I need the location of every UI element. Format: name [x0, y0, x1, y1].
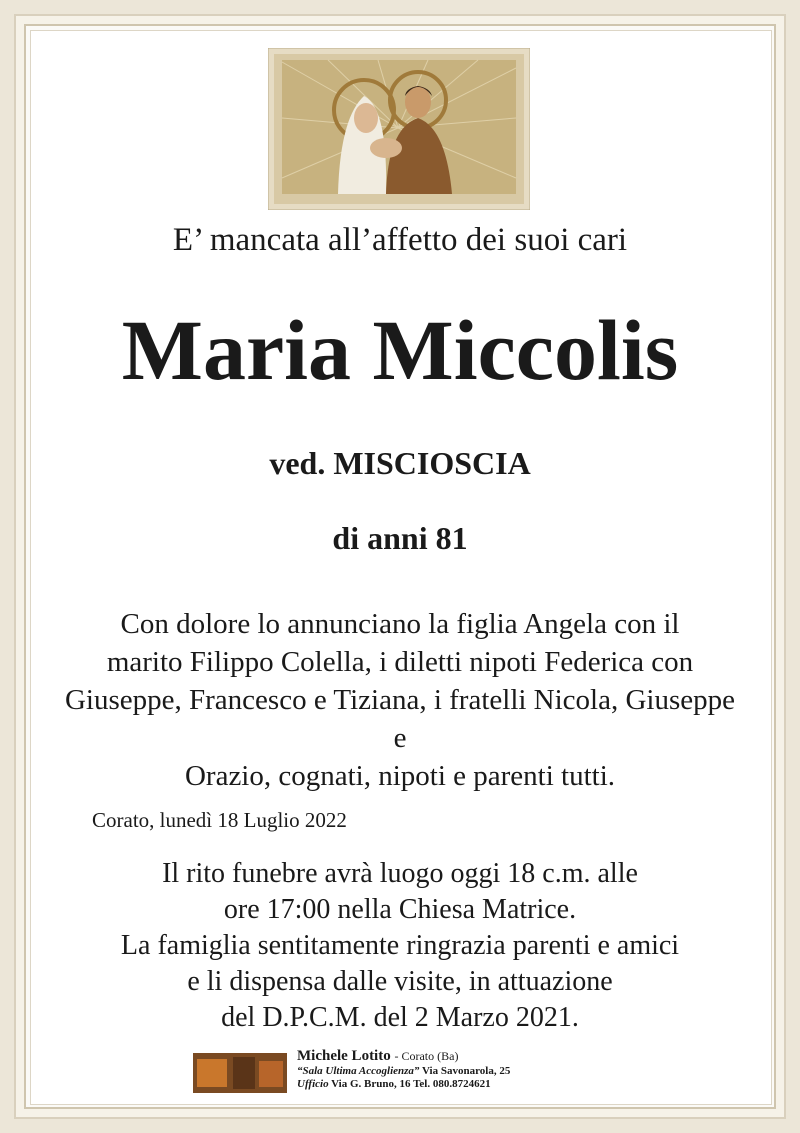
funeral-home-footer	[193, 1048, 613, 1094]
funeral-line: La famiglia sentitamente ringrazia parenti e amici	[120, 930, 680, 961]
funeral-line: del D.P.C.M. del 2 Marzo 2021.	[221, 1002, 579, 1033]
announcement-paragraph	[55, 605, 745, 795]
funeral-line: ore 17:00 nella Chiesa Matrice.	[223, 894, 577, 925]
announcement-line: Orazio, cognati, nipoti e parenti tutti.	[184, 760, 616, 792]
funeral-paragraph	[40, 856, 760, 1036]
announcement-line: marito Filippo Colella, i diletti nipoti Federica con	[106, 646, 694, 678]
place-date: Corato, lunedì 18 Luglio 2022	[92, 808, 347, 832]
deceased-name: Maria Miccolis	[121, 302, 679, 398]
funeral-home-logo	[193, 1053, 287, 1093]
hall-address: Via Savonarola, 25	[422, 1065, 511, 1077]
company-city: - Corato (Ba)	[394, 1049, 459, 1063]
age-line: di anni 81	[332, 520, 468, 556]
holy-family-icon	[268, 48, 530, 210]
funeral-line: e li dispensa dalle visite, in attuazione	[187, 966, 613, 997]
intro-line: E’ mancata all’affetto dei suoi cari	[172, 222, 628, 258]
funeral-line: Il rito funebre avrà luogo oggi 18 c.m. alle	[162, 858, 638, 889]
office-label: Ufficio	[297, 1078, 329, 1090]
company-name: Michele Lotito	[297, 1048, 391, 1064]
hall-name: “Sala Ultima Accoglienza”	[297, 1065, 420, 1077]
widow-of-line: ved. MISCIOSCIA	[269, 445, 531, 481]
announcement-line: Giuseppe, Francesco e Tiziana, i fratelli Nicola, Giuseppe e	[64, 684, 736, 754]
phone-number: Tel. 080.8724621	[413, 1078, 491, 1090]
announcement-line: Con dolore lo annunciano la figlia Angela con il	[120, 608, 680, 640]
office-address: Via G. Bruno, 16	[331, 1078, 411, 1090]
